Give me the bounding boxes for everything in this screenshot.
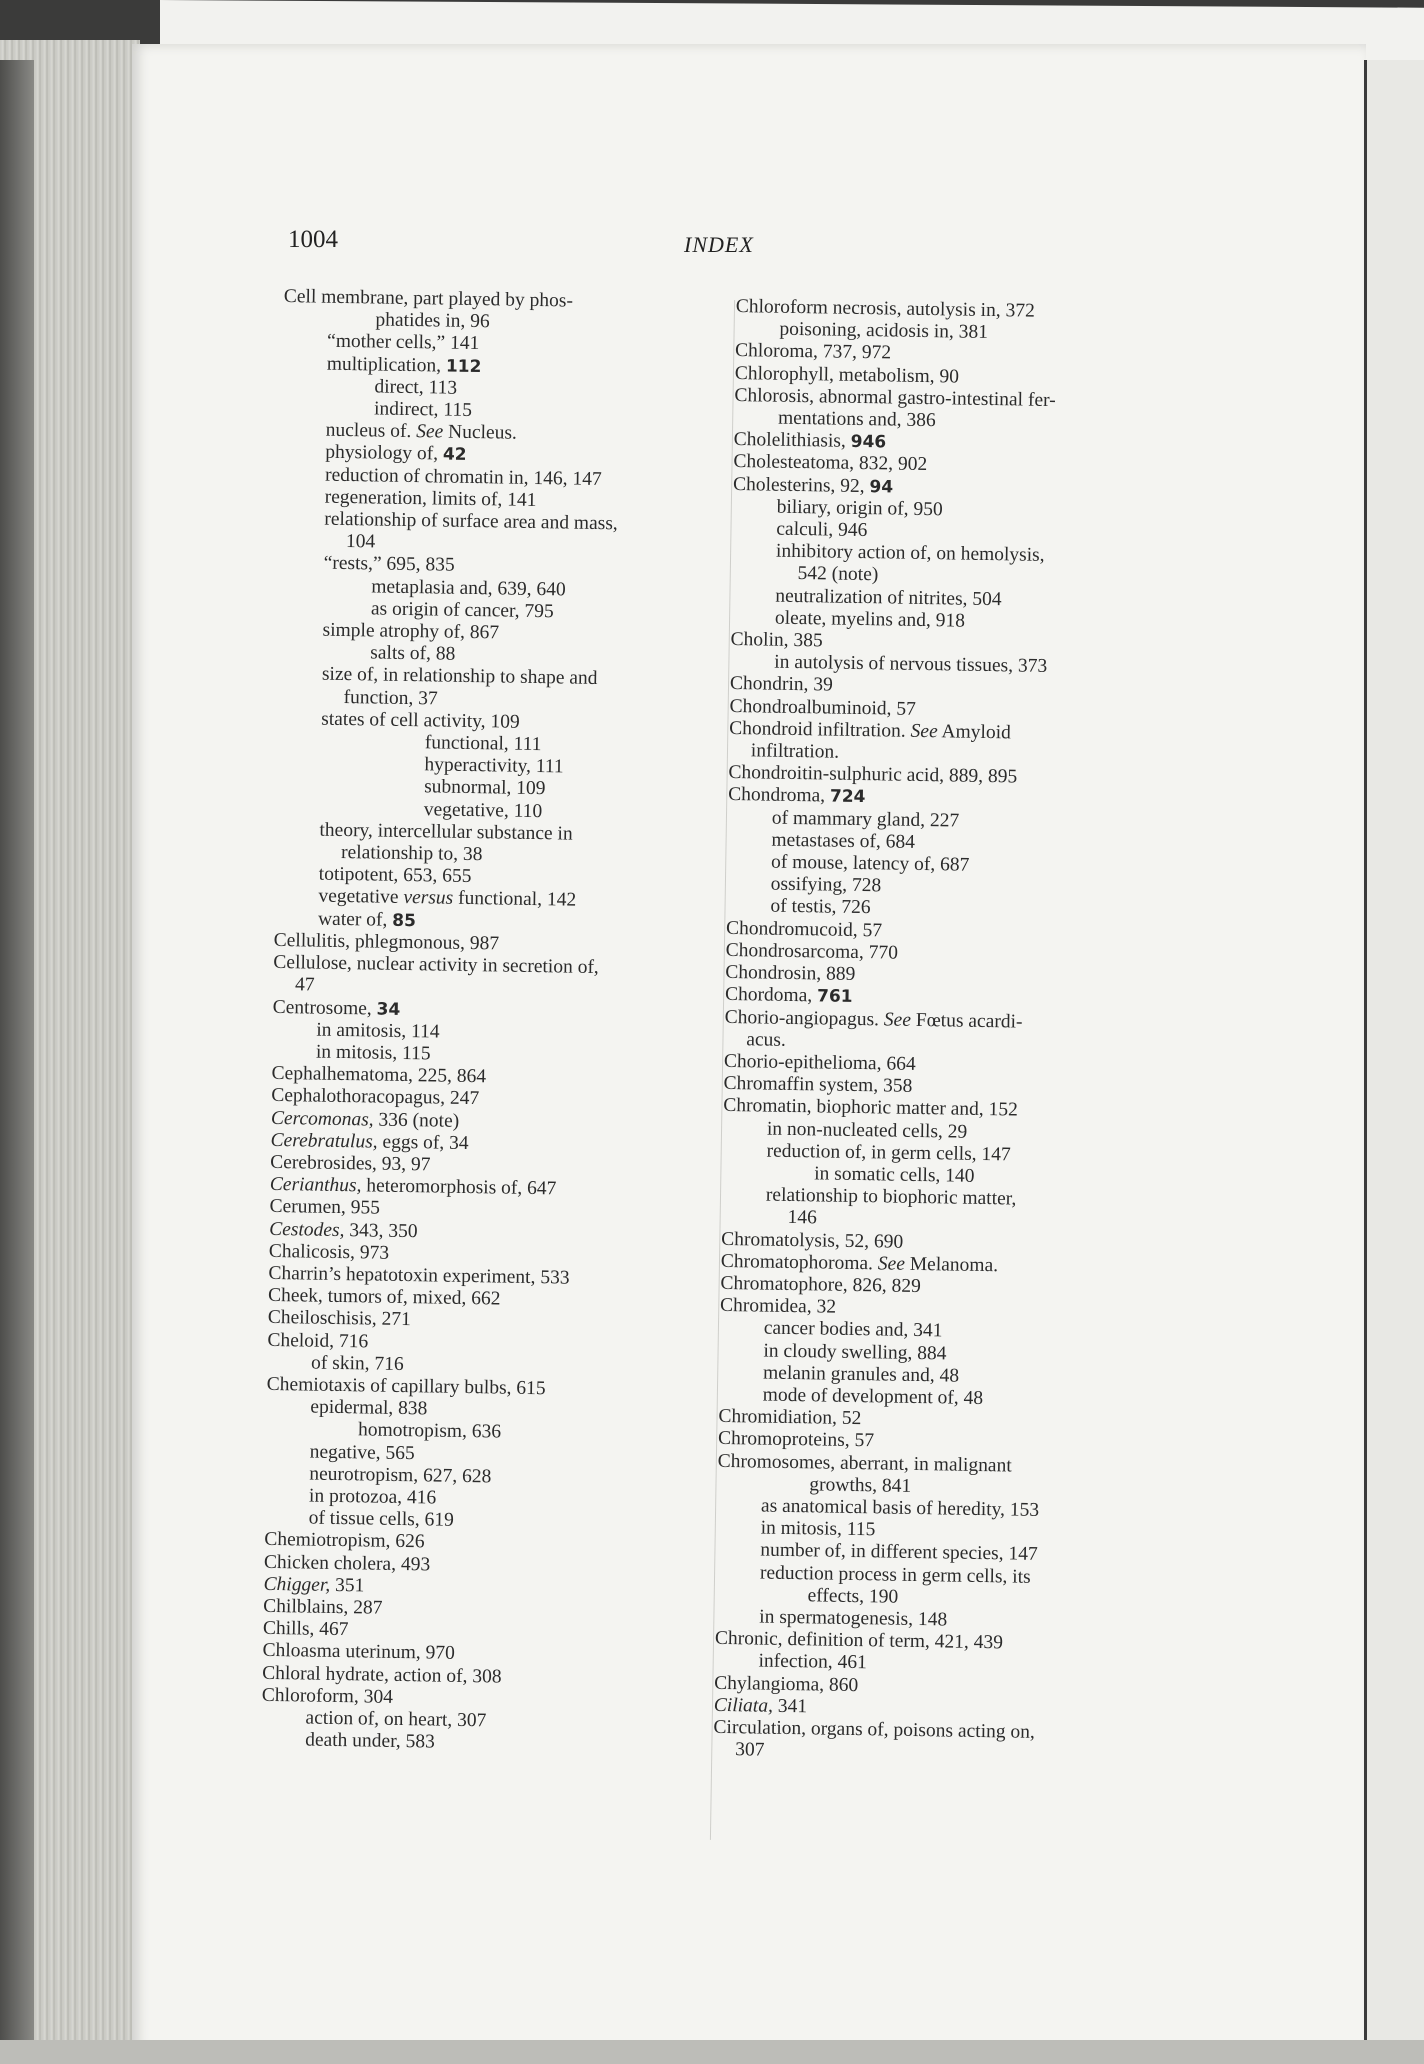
entry-text: states of cell activity, 109 — [321, 708, 520, 733]
entry-text: as anatomical basis of heredity, 153 — [760, 1495, 1040, 1521]
entry-text: hyperactivity, 111 — [424, 754, 564, 778]
entry-text: reduction of, in germ cells, 147 — [766, 1140, 1011, 1166]
entry-text: Chloasma uterinum, 970 — [262, 1640, 455, 1665]
entry-text: 47 — [294, 974, 315, 996]
entry-text: relationship to, 38 — [340, 842, 483, 866]
entry-text: negative, 565 — [309, 1441, 415, 1464]
entry-text: Chloroform necrosis, autolysis in, 372 — [735, 296, 1035, 322]
entry-text: “mother cells,” 141 — [326, 331, 480, 355]
entry-text: Chromatophoroma. — [720, 1250, 879, 1275]
entry-text: mode of development of, 48 — [762, 1384, 984, 1409]
next-page-edge — [1364, 60, 1424, 2064]
entry-text: in cloudy swelling, 884 — [763, 1340, 947, 1364]
entry-text: Chondrin, 39 — [729, 673, 833, 697]
entry-text: totipotent, 653, 655 — [318, 863, 472, 888]
entry-text: oleate, myelins and, 918 — [774, 607, 966, 632]
entry-text: Chromoproteins, 57 — [717, 1428, 875, 1452]
entry-text: Chromatin, biophoric matter and, 152 — [723, 1095, 1019, 1121]
entry-text: reduction process in germ cells, its — [759, 1562, 1031, 1588]
entry-text-after: 341 — [772, 1695, 808, 1718]
entry-text: Cephalothoracopagus, 247 — [271, 1085, 480, 1110]
entry-italic: Cerianthus, — [269, 1174, 362, 1197]
entry-text: Chondroalbuminoid, 57 — [729, 695, 917, 720]
entry-text: inhibitory action of, on hemolysis, — [775, 540, 1045, 567]
entry-text: Chromidiation, 52 — [718, 1406, 862, 1430]
entry-bold-page: 85 — [392, 910, 417, 931]
entry-text: theory, intercellular substance in — [319, 819, 573, 845]
entry-text: phatides in, 96 — [375, 309, 490, 333]
entry-text: Chloral hydrate, action of, 308 — [262, 1662, 502, 1688]
entry-text: Chylangioma, 860 — [714, 1672, 859, 1696]
entry-text-after: Melanoma. — [904, 1253, 999, 1276]
entry-text: neurotropism, 627, 628 — [309, 1463, 492, 1488]
entry-text: Cellulose, nuclear activity in secretion of, — [273, 952, 599, 979]
entry-text: indirect, 115 — [373, 398, 473, 421]
entry-text: Chromidea, 32 — [719, 1295, 837, 1318]
entry-text: infection, 461 — [758, 1650, 868, 1674]
entry-text: function, 37 — [343, 686, 438, 710]
book-spine-shadow — [0, 60, 34, 2064]
entry-text: Cephalhematoma, 225, 864 — [271, 1063, 487, 1088]
entry-text: of testis, 726 — [770, 896, 871, 919]
entry-text: 104 — [345, 531, 376, 553]
entry-text: in non-nucleated cells, 29 — [766, 1118, 968, 1143]
entry-text: Cholelithiasis, — [733, 429, 851, 453]
entry-text: metaplasia and, 639, 640 — [371, 576, 566, 601]
entry-text: Chondromucoid, 57 — [725, 917, 883, 942]
entry-text: 542 (note) — [797, 563, 879, 586]
entry-text-after: 351 — [330, 1574, 365, 1597]
entry-italic: Cestodes, — [269, 1218, 345, 1241]
entry-text: growths, 841 — [809, 1474, 912, 1497]
entry-bold-page: 761 — [816, 986, 853, 1008]
entry-text: Chromosomes, aberrant, in malignant — [717, 1450, 1012, 1477]
entry-text: of skin, 716 — [310, 1352, 404, 1375]
entry-text-after: heteromorphosis of, 647 — [361, 1175, 557, 1200]
entry-italic: See — [883, 1008, 912, 1031]
index-column-right — [713, 296, 1176, 1768]
entry-text: acus. — [746, 1028, 787, 1051]
entry-text: Chemiotaxis of capillary bulbs, 615 — [266, 1373, 546, 1400]
entry-text: functional, 111 — [424, 732, 542, 756]
entry-text: of mammary gland, 227 — [771, 807, 960, 832]
entry-text: as origin of cancer, 795 — [370, 598, 554, 623]
entry-text: Chicken cholera, 493 — [263, 1551, 431, 1576]
entry-text: regeneration, limits of, 141 — [324, 486, 537, 511]
page-number: 1004 — [288, 226, 338, 253]
entry-italic: See — [910, 720, 938, 743]
entry-text: vegetative — [318, 886, 404, 909]
entry-text-after: Nucleus. — [443, 421, 518, 444]
entry-bold-page: 94 — [869, 476, 894, 498]
entry-text: physiology of, — [325, 442, 444, 465]
entry-text: Cerebrosides, 93, 97 — [270, 1151, 431, 1176]
entry-text: death under, 583 — [304, 1729, 436, 1753]
entry-text: action of, on heart, 307 — [305, 1707, 487, 1732]
entry-italic: See — [877, 1253, 906, 1275]
entry-text: in autolysis of nervous tissues, 373 — [774, 651, 1048, 678]
entry-text: Chondroid infiltration. — [729, 717, 911, 742]
entry-text: number of, in different species, 147 — [760, 1539, 1038, 1566]
entry-text: Circulation, organs of, poisons acting on, — [713, 1716, 1035, 1743]
entry-text: Cheiloschisis, 271 — [267, 1307, 411, 1331]
entry-text: mentations and, 386 — [777, 407, 936, 432]
entry-text: Chlorosis, abnormal gastro-intestinal fer- — [734, 384, 1056, 411]
entry-italic: Cercomonas, — [270, 1107, 374, 1131]
entry-text: cancer bodies and, 341 — [763, 1317, 943, 1342]
entry-text: Cheek, tumors of, mixed, 662 — [267, 1285, 501, 1310]
entry-italic: Ciliata, — [713, 1694, 774, 1717]
entry-text: infiltration. — [750, 740, 840, 763]
entry-text: Chondrosarcoma, 770 — [725, 939, 899, 964]
entry-text: nucleus of. — [325, 419, 417, 443]
entry-text: “rests,” 695, 835 — [323, 553, 455, 577]
entry-italic: Cerebratulus, — [270, 1129, 378, 1153]
entry-text-after: Amyloid — [937, 721, 1011, 744]
entry-text-after: 336 (note) — [373, 1109, 460, 1132]
entry-text: reduction of chromatin in, 146, 147 — [324, 464, 602, 490]
entry-text: Chorio-angiopagus. — [724, 1006, 885, 1030]
entry-text: relationship to biophoric matter, — [765, 1184, 1017, 1210]
entry-text: in mitosis, 115 — [315, 1041, 431, 1065]
page-header — [288, 226, 1048, 266]
entry-text: homotropism, 636 — [357, 1419, 502, 1443]
entry-text: Cerumen, 955 — [269, 1196, 381, 1219]
entry-bold-page: 42 — [442, 444, 467, 466]
entry-text: metastases of, 684 — [771, 829, 916, 853]
entry-text: Chorio-epithelioma, 664 — [723, 1050, 916, 1075]
entry-text: calculi, 946 — [776, 518, 868, 542]
entry-text: simple atrophy of, 867 — [322, 619, 500, 644]
entry-bold-page: 946 — [850, 432, 887, 453]
entry-text: Chromatolysis, 52, 690 — [721, 1228, 904, 1253]
entry-text: Chloroma, 737, 972 — [734, 340, 892, 364]
entry-text-after: 343, 350 — [344, 1219, 418, 1242]
entry-text: of mouse, latency of, 687 — [770, 851, 970, 876]
page-title: INDEX — [684, 232, 754, 257]
entry-text: Chemiotropism, 626 — [264, 1529, 425, 1553]
entry-text: Cholesteatoma, 832, 902 — [733, 451, 928, 476]
entry-text: Cholesterins, 92, — [732, 473, 870, 497]
entry-text-after: Fœtus acardi- — [910, 1009, 1023, 1033]
entry-text: in protozoa, 416 — [308, 1485, 437, 1509]
entry-text: Chilblains, 287 — [263, 1595, 383, 1619]
entry-text: in mitosis, 115 — [760, 1517, 876, 1541]
entry-text: Centrosome, — [272, 996, 377, 1020]
entry-text: Cholin, 385 — [730, 629, 823, 652]
entry-text: biliary, origin of, 950 — [776, 496, 943, 521]
entry-text: in spermatogenesis, 148 — [759, 1606, 948, 1631]
bottom-edge — [0, 2040, 1424, 2064]
entry-text: multiplication, — [326, 353, 447, 377]
entry-text: Chondrosin, 889 — [725, 962, 856, 986]
entry-text-after: functional, 142 — [453, 888, 577, 912]
entry-bold-page: 724 — [829, 787, 866, 808]
entry-text: salts of, 88 — [370, 642, 456, 665]
entry-bold-page: 34 — [376, 999, 401, 1020]
entry-text: Chalicosis, 973 — [268, 1240, 390, 1264]
entry-text: Chondroma, — [727, 784, 831, 808]
entry-text: epidermal, 838 — [310, 1396, 428, 1420]
entry-italic: See — [415, 421, 444, 443]
entry-text: of tissue cells, 619 — [308, 1507, 454, 1531]
entry-text: poisoning, acidosis in, 381 — [779, 318, 989, 344]
entry-text: Chromatophore, 826, 829 — [720, 1272, 922, 1297]
entry-text: in somatic cells, 140 — [814, 1163, 975, 1187]
entry-text: melanin granules and, 48 — [762, 1362, 960, 1387]
entry-italic: versus — [403, 887, 454, 910]
entry-text: water of, — [317, 908, 393, 931]
entry-text: Chills, 467 — [262, 1618, 349, 1641]
entry-text: Cellulitis, phlegmonous, 987 — [273, 929, 500, 955]
entry-italic: Chigger, — [263, 1573, 331, 1596]
entry-text: size of, in relationship to shape and — [321, 664, 598, 690]
entry-text: direct, 113 — [374, 376, 458, 399]
entry-text: subnormal, 109 — [423, 776, 546, 800]
entry-text: Chlorophyll, metabolism, 90 — [734, 362, 960, 388]
entry-text: Chromaffin system, 358 — [723, 1073, 913, 1097]
entry-text: Chloroform, 304 — [261, 1684, 394, 1708]
entry-text: Charrin’s hepatotoxin experiment, 533 — [268, 1262, 570, 1289]
entry-text: in amitosis, 114 — [316, 1019, 440, 1043]
entry-text: neutralization of nitrites, 504 — [775, 585, 1002, 610]
entry-text: ossifying, 728 — [770, 873, 882, 897]
entry-text: Cell membrane, part played by phos- — [283, 286, 574, 312]
entry-text: Chordoma, — [724, 984, 818, 1007]
entry-text: Chronic, definition of term, 421, 439 — [714, 1628, 1004, 1654]
entry-text: Chondroitin-sulphuric acid, 889, 895 — [728, 762, 1018, 788]
entry-text: Cheloid, 716 — [267, 1329, 369, 1352]
entry-text: effects, 190 — [807, 1585, 899, 1608]
entry-text-after: eggs of, 34 — [377, 1131, 469, 1154]
entry-text: vegetative, 110 — [423, 798, 543, 822]
entry-bold-page: 112 — [445, 356, 482, 377]
entry-text: 307 — [734, 1739, 765, 1761]
entry-text: relationship of surface area and mass, — [324, 508, 618, 535]
entry-text: 146 — [787, 1207, 817, 1229]
index-column-left — [261, 286, 724, 1758]
